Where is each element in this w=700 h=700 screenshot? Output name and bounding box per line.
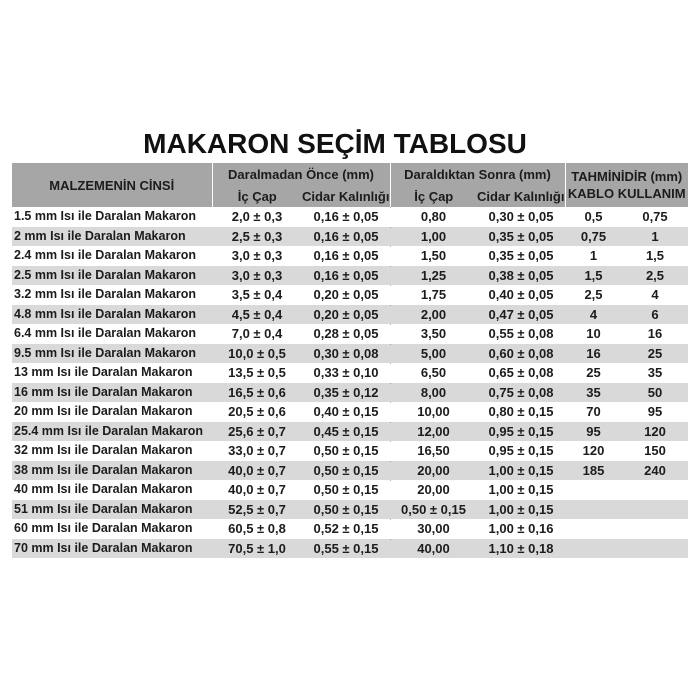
table-row — [12, 480, 688, 500]
cell-ic-cap-sonra: 30,00 — [390, 519, 477, 539]
cell-ic-cap-sonra: 20,00 — [390, 480, 477, 500]
cell-kablo-1 — [565, 500, 622, 520]
header-material: MALZEMENİN CİNSİ — [12, 163, 212, 207]
table-row — [12, 461, 688, 481]
cell-ic-cap-sonra: 10,00 — [390, 402, 477, 422]
header-cidar-before: Cidar Kalınlığı — [302, 185, 390, 207]
cell-cidar-sonra: 0,80 ± 0,15 — [477, 402, 565, 422]
cell-material: 2 mm Isı ile Daralan Makaron — [12, 227, 212, 247]
table-row — [12, 422, 688, 442]
cell-kablo-2: 25 — [622, 344, 688, 364]
cell-kablo-1: 1 — [565, 246, 622, 266]
cell-cidar-once: 0,45 ± 0,15 — [302, 422, 390, 442]
cell-ic-cap-sonra: 5,00 — [390, 344, 477, 364]
table-row — [12, 500, 688, 520]
cell-kablo-1: 2,5 — [565, 285, 622, 305]
cell-ic-cap-once: 2,5 ± 0,3 — [212, 227, 302, 247]
table-row — [12, 207, 688, 227]
cell-kablo-2: 95 — [622, 402, 688, 422]
cell-cidar-sonra: 0,95 ± 0,15 — [477, 441, 565, 461]
cell-kablo-2: 6 — [622, 305, 688, 325]
cell-ic-cap-once: 3,5 ± 0,4 — [212, 285, 302, 305]
cell-material: 16 mm Isı ile Daralan Makaron — [12, 383, 212, 403]
cell-material: 4.8 mm Isı ile Daralan Makaron — [12, 305, 212, 325]
error-marker-icon — [390, 539, 394, 543]
cell-kablo-1: 4 — [565, 305, 622, 325]
cell-cidar-sonra: 1,10 ± 0,18 — [477, 539, 565, 559]
cell-cidar-sonra: 1,00 ± 0,15 — [477, 461, 565, 481]
cell-kablo-1: 16 — [565, 344, 622, 364]
cell-cidar-sonra: 0,40 ± 0,05 — [477, 285, 565, 305]
cell-kablo-2: 120 — [622, 422, 688, 442]
cell-kablo-1: 25 — [565, 363, 622, 383]
cell-ic-cap-once: 2,0 ± 0,3 — [212, 207, 302, 227]
error-marker-icon — [390, 324, 394, 328]
error-marker-icon — [390, 422, 394, 426]
error-marker-icon — [390, 461, 394, 465]
cell-ic-cap-sonra: 2,00 — [390, 305, 477, 325]
cell-ic-cap-once: 25,6 ± 0,7 — [212, 422, 302, 442]
error-marker-icon — [390, 246, 394, 250]
cell-ic-cap-sonra: 16,50 — [390, 441, 477, 461]
cell-kablo-2: 2,5 — [622, 266, 688, 286]
cell-cidar-once: 0,16 ± 0,05 — [302, 246, 390, 266]
cell-material: 20 mm Isı ile Daralan Makaron — [12, 402, 212, 422]
cell-ic-cap-once: 60,5 ± 0,8 — [212, 519, 302, 539]
table-row — [12, 344, 688, 364]
cell-cidar-sonra: 0,75 ± 0,08 — [477, 383, 565, 403]
table-row — [12, 305, 688, 325]
cell-material: 2.4 mm Isı ile Daralan Makaron — [12, 246, 212, 266]
cell-material: 51 mm Isı ile Daralan Makaron — [12, 500, 212, 520]
header-estimate-line1: TAHMİNİDİR (mm) — [571, 169, 683, 184]
cell-kablo-2: 150 — [622, 441, 688, 461]
cell-kablo-1 — [565, 539, 622, 559]
cell-kablo-2: 35 — [622, 363, 688, 383]
cell-ic-cap-sonra: 1,50 — [390, 246, 477, 266]
error-marker-icon — [390, 402, 394, 406]
cell-cidar-once: 0,33 ± 0,10 — [302, 363, 390, 383]
cell-ic-cap-once: 52,5 ± 0,7 — [212, 500, 302, 520]
cell-ic-cap-once: 20,5 ± 0,6 — [212, 402, 302, 422]
cell-ic-cap-sonra: 3,50 — [390, 324, 477, 344]
error-marker-icon — [390, 207, 394, 211]
error-marker-icon — [390, 519, 394, 523]
cell-cidar-once: 0,16 ± 0,05 — [302, 266, 390, 286]
cell-ic-cap-once: 4,5 ± 0,4 — [212, 305, 302, 325]
cell-cidar-once: 0,52 ± 0,15 — [302, 519, 390, 539]
cell-cidar-once: 0,50 ± 0,15 — [302, 480, 390, 500]
table-row — [12, 441, 688, 461]
cell-cidar-once: 0,50 ± 0,15 — [302, 461, 390, 481]
table-row — [12, 324, 688, 344]
cell-kablo-2 — [622, 500, 688, 520]
cell-kablo-1 — [565, 480, 622, 500]
cell-kablo-1: 120 — [565, 441, 622, 461]
cell-kablo-1: 35 — [565, 383, 622, 403]
cell-material: 1.5 mm Isı ile Daralan Makaron — [12, 207, 212, 227]
cell-ic-cap-once: 40,0 ± 0,7 — [212, 461, 302, 481]
page-title: MAKARON SEÇİM TABLOSU — [143, 128, 527, 159]
cell-cidar-sonra: 0,35 ± 0,05 — [477, 227, 565, 247]
cell-cidar-once: 0,55 ± 0,15 — [302, 539, 390, 559]
cell-ic-cap-once: 10,0 ± 0,5 — [212, 344, 302, 364]
cell-ic-cap-sonra: 6,50 — [390, 363, 477, 383]
header-ic-cap-after: İç Çap — [390, 185, 477, 207]
cell-cidar-sonra: 1,00 ± 0,16 — [477, 519, 565, 539]
cell-cidar-sonra: 0,65 ± 0,08 — [477, 363, 565, 383]
cell-material: 40 mm Isı ile Daralan Makaron — [12, 480, 212, 500]
cell-ic-cap-once: 33,0 ± 0,7 — [212, 441, 302, 461]
cell-cidar-sonra: 0,47 ± 0,05 — [477, 305, 565, 325]
makaron-selection-table — [12, 163, 688, 558]
error-marker-icon — [390, 383, 394, 387]
table-row — [12, 383, 688, 403]
table-row — [12, 519, 688, 539]
cell-kablo-2: 16 — [622, 324, 688, 344]
cell-cidar-sonra: 0,30 ± 0,05 — [477, 207, 565, 227]
header-estimate-line2: KABLO KULLANIM — [567, 186, 686, 201]
cell-material: 6.4 mm Isı ile Daralan Makaron — [12, 324, 212, 344]
error-marker-icon — [390, 266, 394, 270]
cell-kablo-1: 1,5 — [565, 266, 622, 286]
cell-cidar-sonra: 0,95 ± 0,15 — [477, 422, 565, 442]
cell-ic-cap-sonra: 1,00 — [390, 227, 477, 247]
cell-material: 38 mm Isı ile Daralan Makaron — [12, 461, 212, 481]
cell-kablo-1 — [565, 519, 622, 539]
table-row — [12, 227, 688, 247]
cell-cidar-once: 0,35 ± 0,12 — [302, 383, 390, 403]
table-row — [12, 285, 688, 305]
cell-ic-cap-sonra: 40,00 — [390, 539, 477, 559]
cell-ic-cap-once: 3,0 ± 0,3 — [212, 246, 302, 266]
cell-kablo-2 — [622, 539, 688, 559]
cell-kablo-2: 1 — [622, 227, 688, 247]
header-group-after: Daraldıktan Sonra (mm) — [390, 163, 565, 185]
cell-material: 13 mm Isı ile Daralan Makaron — [12, 363, 212, 383]
cell-cidar-sonra: 1,00 ± 0,15 — [477, 480, 565, 500]
cell-cidar-once: 0,16 ± 0,05 — [302, 207, 390, 227]
error-marker-icon — [390, 227, 394, 231]
error-marker-icon — [390, 344, 394, 348]
cell-kablo-2: 240 — [622, 461, 688, 481]
cell-kablo-2: 50 — [622, 383, 688, 403]
cell-ic-cap-sonra: 12,00 — [390, 422, 477, 442]
table-row — [12, 402, 688, 422]
cell-ic-cap-sonra: 8,00 — [390, 383, 477, 403]
cell-cidar-once: 0,28 ± 0,05 — [302, 324, 390, 344]
cell-ic-cap-once: 13,5 ± 0,5 — [212, 363, 302, 383]
table-body — [12, 207, 688, 558]
cell-cidar-sonra: 0,35 ± 0,05 — [477, 246, 565, 266]
header-ic-cap-before: İç Çap — [212, 185, 302, 207]
cell-ic-cap-sonra: 1,25 — [390, 266, 477, 286]
cell-material: 32 mm Isı ile Daralan Makaron — [12, 441, 212, 461]
cell-kablo-2 — [622, 519, 688, 539]
cell-material: 3.2 mm Isı ile Daralan Makaron — [12, 285, 212, 305]
error-marker-icon — [390, 363, 394, 367]
cell-kablo-2: 1,5 — [622, 246, 688, 266]
table-row — [12, 246, 688, 266]
cell-kablo-1: 70 — [565, 402, 622, 422]
cell-ic-cap-sonra: 20,00 — [390, 461, 477, 481]
cell-cidar-once: 0,50 ± 0,15 — [302, 500, 390, 520]
header-cidar-after: Cidar Kalınlığı — [477, 185, 565, 207]
cell-ic-cap-once: 16,5 ± 0,6 — [212, 383, 302, 403]
cell-ic-cap-once: 40,0 ± 0,7 — [212, 480, 302, 500]
table-header — [12, 163, 688, 207]
table-row — [12, 363, 688, 383]
cell-cidar-once: 0,50 ± 0,15 — [302, 441, 390, 461]
cell-kablo-1: 0,5 — [565, 207, 622, 227]
cell-material: 9.5 mm Isı ile Daralan Makaron — [12, 344, 212, 364]
cell-cidar-once: 0,20 ± 0,05 — [302, 285, 390, 305]
cell-cidar-once: 0,16 ± 0,05 — [302, 227, 390, 247]
cell-ic-cap-once: 7,0 ± 0,4 — [212, 324, 302, 344]
cell-material: 60 mm Isı ile Daralan Makaron — [12, 519, 212, 539]
cell-material: 25.4 mm Isı ile Daralan Makaron — [12, 422, 212, 442]
cell-kablo-1: 185 — [565, 461, 622, 481]
error-marker-icon — [390, 441, 394, 445]
header-group-estimate — [565, 163, 688, 207]
cell-cidar-once: 0,20 ± 0,05 — [302, 305, 390, 325]
cell-kablo-2: 0,75 — [622, 207, 688, 227]
header-group-before: Daralmadan Önce (mm) — [212, 163, 390, 185]
cell-ic-cap-once: 3,0 ± 0,3 — [212, 266, 302, 286]
cell-cidar-sonra: 1,00 ± 0,15 — [477, 500, 565, 520]
cell-cidar-sonra: 0,38 ± 0,05 — [477, 266, 565, 286]
cell-material: 2.5 mm Isı ile Daralan Makaron — [12, 266, 212, 286]
cell-kablo-1: 95 — [565, 422, 622, 442]
cell-ic-cap-once: 70,5 ± 1,0 — [212, 539, 302, 559]
cell-ic-cap-sonra: 0,50 ± 0,15 — [390, 500, 477, 520]
cell-kablo-1: 0,75 — [565, 227, 622, 247]
cell-kablo-2 — [622, 480, 688, 500]
error-marker-icon — [390, 305, 394, 309]
cell-cidar-sonra: 0,60 ± 0,08 — [477, 344, 565, 364]
cell-cidar-once: 0,40 ± 0,15 — [302, 402, 390, 422]
cell-ic-cap-sonra: 1,75 — [390, 285, 477, 305]
cell-kablo-1: 10 — [565, 324, 622, 344]
error-marker-icon — [390, 480, 394, 484]
table-row — [12, 539, 688, 559]
table-row — [12, 266, 688, 286]
error-marker-icon — [390, 285, 394, 289]
cell-ic-cap-sonra: 0,80 — [390, 207, 477, 227]
cell-cidar-once: 0,30 ± 0,08 — [302, 344, 390, 364]
cell-cidar-sonra: 0,55 ± 0,08 — [477, 324, 565, 344]
cell-kablo-2: 4 — [622, 285, 688, 305]
cell-material: 70 mm Isı ile Daralan Makaron — [12, 539, 212, 559]
